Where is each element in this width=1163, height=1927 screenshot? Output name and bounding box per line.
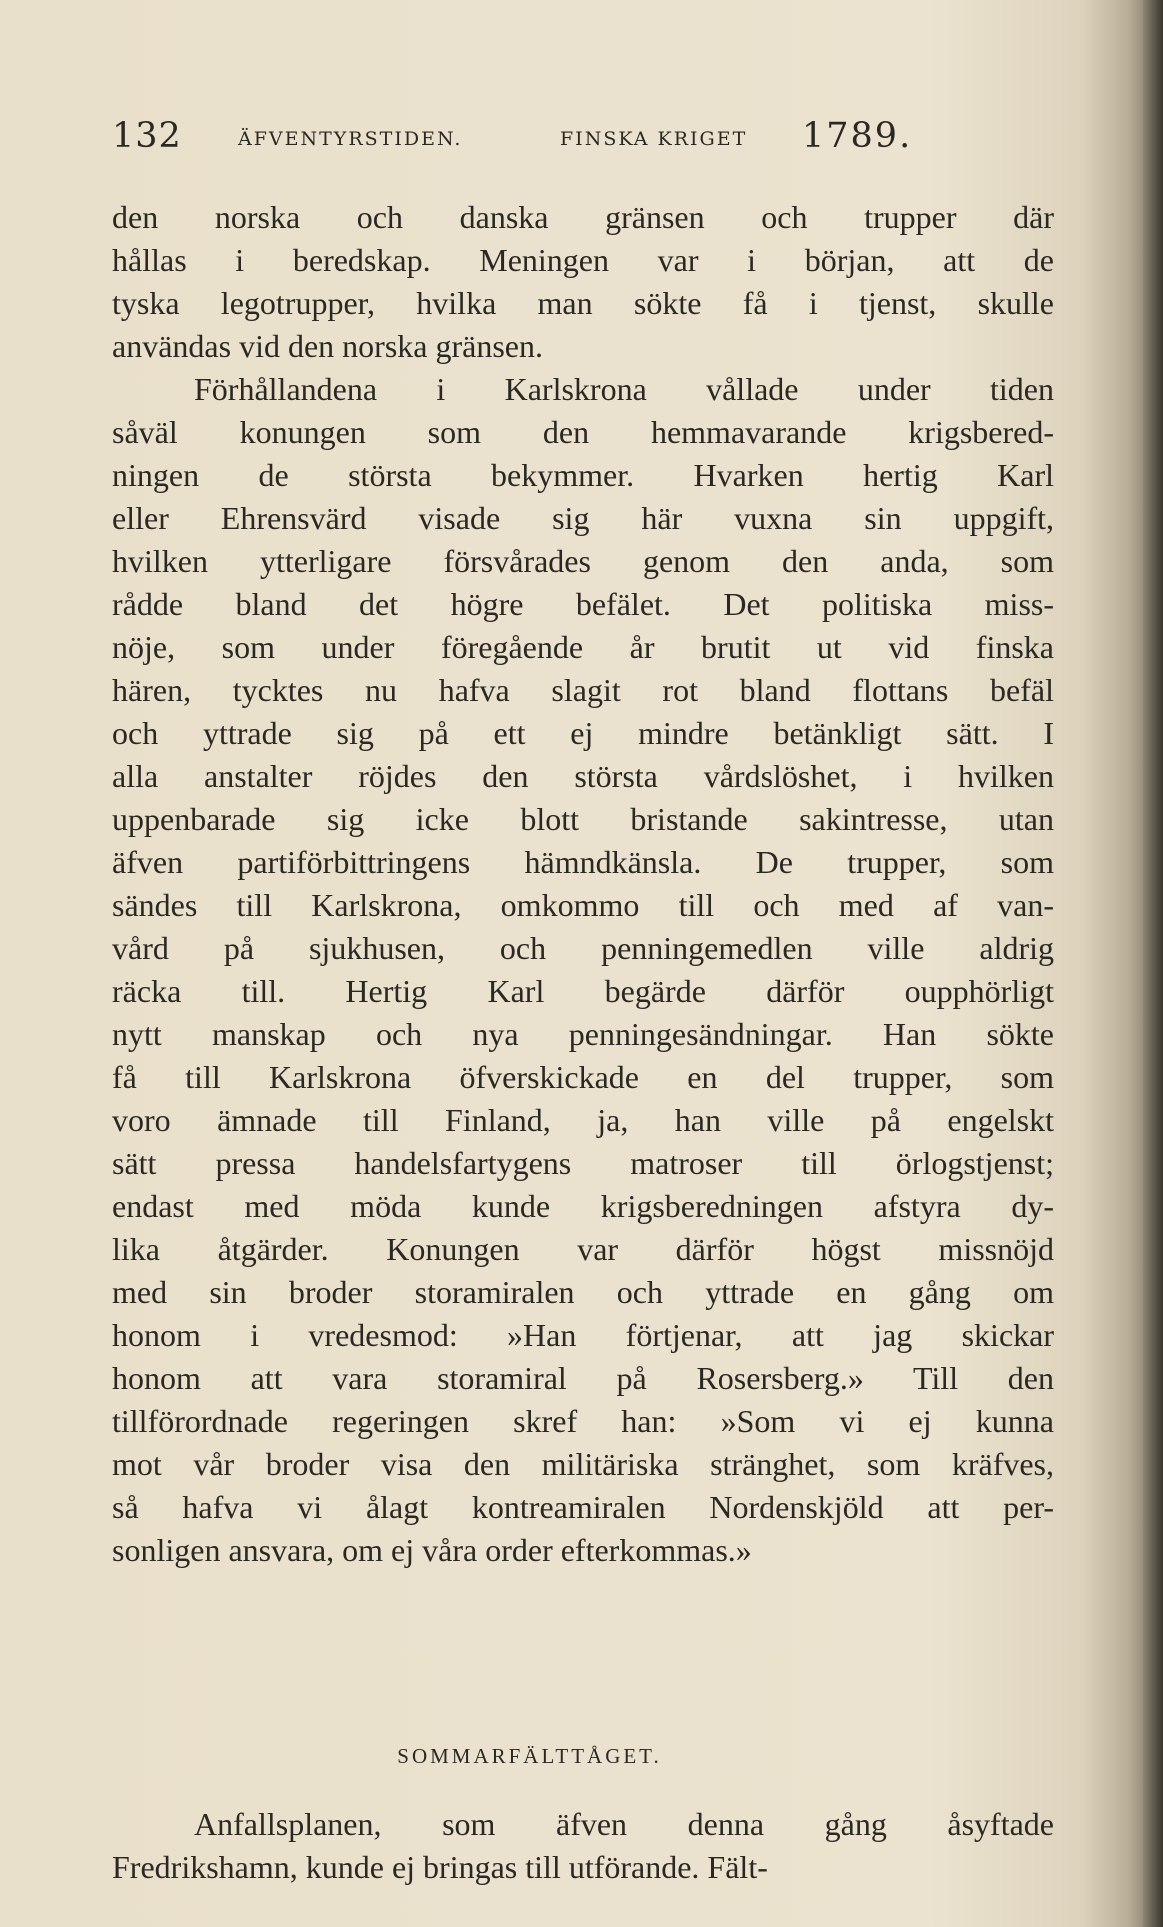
header-title-left: ÄFVENTYRSTIDEN. (238, 128, 463, 150)
header-year: 1789. (802, 116, 913, 156)
text-line: den norska och danska gränsen och trupper där (112, 199, 1054, 235)
paragraph-3 (112, 1803, 1054, 1889)
header-title-right: FINSKA KRIGET (560, 128, 748, 150)
text-line: hären, tycktes nu hafva slagit rot bland flottans befäl (112, 672, 1054, 708)
text-line: eller Ehrensvärd visade sig här vuxna sin uppgift, (112, 500, 1054, 536)
text-line: tyska legotrupper, hvilka man sökte få i tjenst, skulle (112, 285, 1054, 321)
text-line: mot vår broder visa den militäriska stränghet, som kräfves, (112, 1446, 1054, 1482)
text-line: hvilken ytterligare försvårades genom den anda, som (112, 543, 1054, 579)
main-text (112, 196, 1054, 1572)
text-line: endast med möda kunde krigsberedningen afstyra dy- (112, 1188, 1054, 1224)
paragraph-1 (112, 196, 1054, 368)
text-line: honom i vredesmod: »Han förtjenar, att jag skickar (112, 1317, 1054, 1353)
text-line: få till Karlskrona öfverskickade en del trupper, som (112, 1059, 1054, 1095)
text-line: nytt manskap och nya penningesändningar. Han sökte (112, 1016, 1054, 1052)
text-line: såväl konungen som den hemmavarande krigsbered- (112, 414, 1054, 450)
text-line: användas vid den norska gränsen. (112, 328, 543, 364)
text-line: nöje, som under föregående år brutit ut vid finska (112, 629, 1054, 665)
text-line: sonligen ansvara, om ej våra order efterkommas.» (112, 1532, 752, 1568)
text-line: tillförordnade regeringen skref han: »Som vi ej kunna (112, 1403, 1054, 1439)
text-line: uppenbarade sig icke blott bristande sakintresse, utan (112, 801, 1054, 837)
text-line: med sin broder storamiralen och yttrade en gång om (112, 1274, 1054, 1310)
text-line: alla anstalter röjdes den största vårdslöshet, i hvilken (112, 758, 1054, 794)
text-line: honom att vara storamiral på Rosersberg.» Till den (112, 1360, 1054, 1396)
text-line: och yttrade sig på ett ej mindre betänkligt sätt. I (112, 715, 1054, 751)
paragraph-2 (112, 368, 1054, 1572)
text-line: Anfallsplanen, som äfven denna gång åsyftade (194, 1806, 1054, 1842)
text-line: så hafva vi ålagt kontreamiralen Nordenskjöld att per- (112, 1489, 1054, 1525)
text-line: ningen de största bekymmer. Hvarken hertig Karl (112, 457, 1054, 493)
text-line: Fredrikshamn, kunde ej bringas till utförande. Fält- (112, 1849, 768, 1885)
running-header (112, 116, 932, 166)
text-line: sätt pressa handelsfartygens matroser till örlogstjenst; (112, 1145, 1054, 1181)
text-line: hållas i beredskap. Meningen var i början, att de (112, 242, 1054, 278)
page-number: 132 (112, 116, 182, 156)
text-line: rådde bland det högre befälet. Det politiska miss- (112, 586, 1054, 622)
text-line: lika åtgärder. Konungen var därför högst missnöjd (112, 1231, 1054, 1267)
text-line: Förhållandena i Karlskrona vållade under tiden (194, 371, 1054, 407)
section-heading-text: SOMMARFÄLTTÅGET. (397, 1744, 662, 1768)
text-line: voro ämnade till Finland, ja, han ville på engelskt (112, 1102, 1054, 1138)
text-line: sändes till Karlskrona, omkommo till och med af van- (112, 887, 1054, 923)
text-line: äfven partiförbittringens hämndkänsla. De trupper, som (112, 844, 1054, 880)
section-text (112, 1803, 1054, 1889)
text-line: räcka till. Hertig Karl begärde därför oupphörligt (112, 973, 1054, 1009)
text-line: vård på sjukhusen, och penningemedlen ville aldrig (112, 930, 1054, 966)
book-spine-shadow (1143, 0, 1163, 1927)
section-heading (0, 1744, 1163, 1769)
